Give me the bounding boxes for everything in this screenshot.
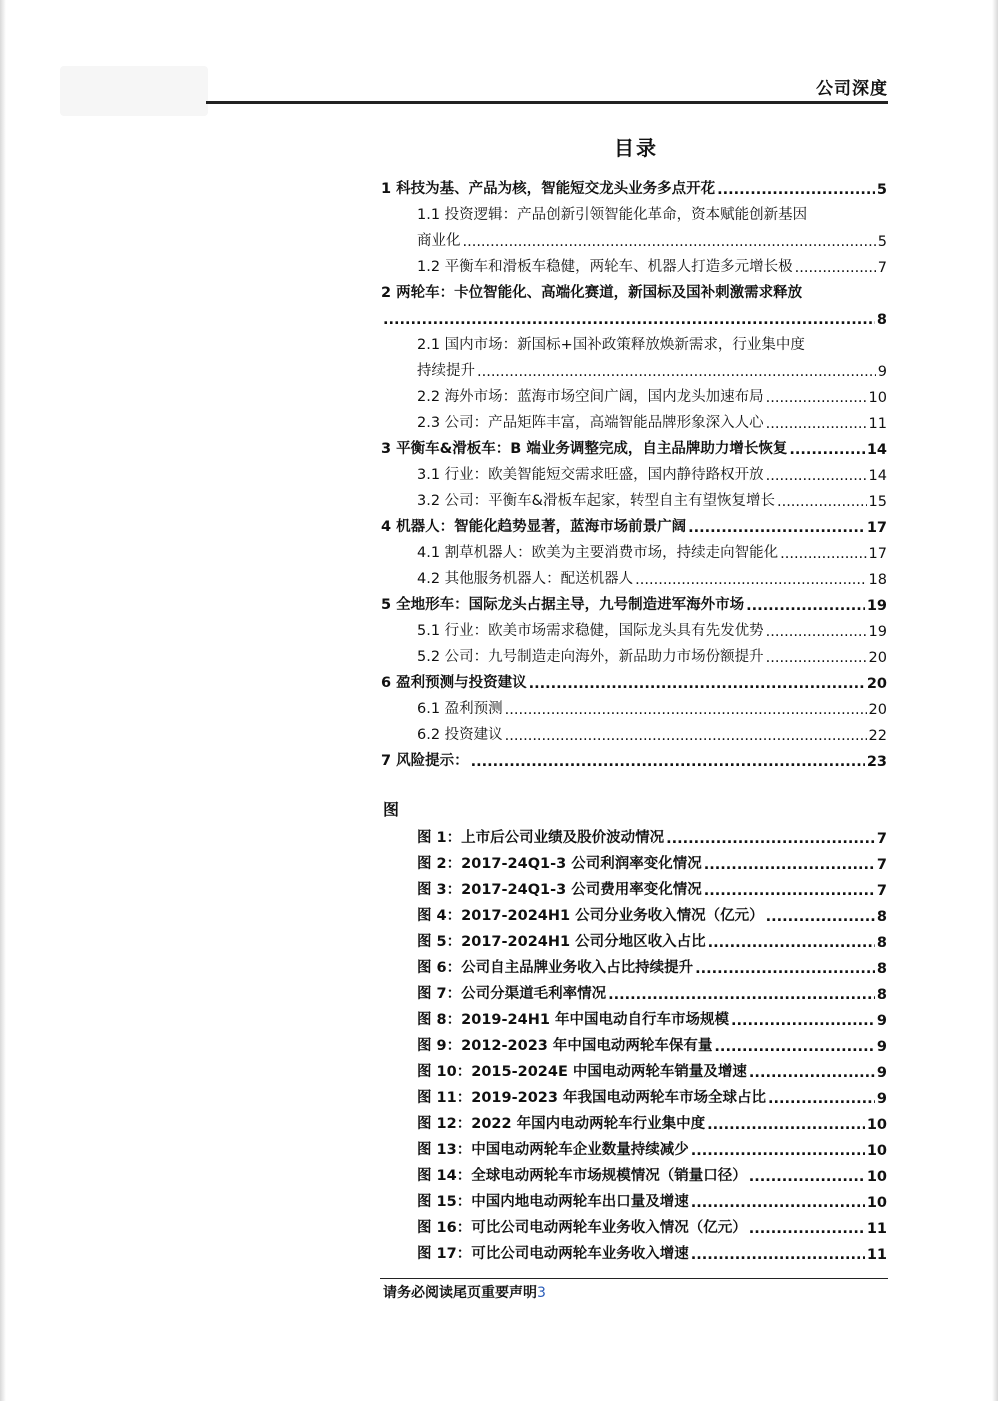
toc-leader bbox=[383, 312, 875, 328]
toc-entry-text: 1.1 投资逻辑：产品创新引领智能化革命，资本赋能创新基因 bbox=[417, 207, 808, 223]
toc-entry-page: 20 bbox=[866, 676, 887, 692]
toc-entry[interactable] bbox=[381, 406, 887, 432]
toc-leader bbox=[766, 650, 867, 666]
toc-entry-page: 20 bbox=[868, 702, 887, 718]
toc-entry-page: 22 bbox=[868, 728, 887, 744]
toc-entry[interactable] bbox=[381, 328, 887, 354]
toc-entry-text: 4.2 其他服务机器人：配送机器人 bbox=[417, 571, 634, 587]
figure-entry-text: 图 5：2017-2024H1 公司分地区收入占比 bbox=[417, 934, 706, 950]
toc-entry-text: 3 平衡车&滑板车：B 端业务调整完成，自主品牌助力增长恢复 bbox=[381, 441, 788, 457]
toc-entry[interactable] bbox=[381, 432, 887, 458]
figure-entry-text: 图 13：中国电动两轮车企业数量持续减少 bbox=[417, 1142, 689, 1158]
toc-leader bbox=[749, 1065, 875, 1081]
page-number: 3 bbox=[537, 1285, 546, 1301]
figure-entry-page: 9 bbox=[876, 1013, 887, 1029]
toc-leader bbox=[691, 1247, 865, 1263]
toc-leader bbox=[789, 442, 864, 458]
toc-entry[interactable] bbox=[381, 640, 887, 666]
figure-entry[interactable] bbox=[417, 951, 887, 977]
figure-entry-text: 图 3：2017-24Q1-3 公司费用率变化情况 bbox=[417, 882, 702, 898]
figure-entry-text: 图 4：2017-2024H1 公司分业务收入情况（亿元） bbox=[417, 908, 764, 924]
toc-title: 目录 bbox=[614, 136, 658, 160]
toc-entry[interactable] bbox=[381, 588, 887, 614]
toc-entry[interactable] bbox=[381, 250, 887, 276]
toc-entry-text: 1 科技为基、产品为核，智能短交龙头业务多点开花 bbox=[381, 181, 716, 197]
toc-entry[interactable] bbox=[381, 380, 887, 406]
figure-entry-page: 11 bbox=[866, 1247, 887, 1263]
toc-leader bbox=[766, 468, 867, 484]
toc-entry[interactable] bbox=[381, 536, 887, 562]
toc-list bbox=[381, 172, 887, 770]
toc-entry[interactable] bbox=[381, 744, 887, 770]
toc-entry[interactable] bbox=[381, 458, 887, 484]
toc-entry-page: 23 bbox=[866, 754, 887, 770]
toc-entry-text: 4 机器人：智能化趋势显著，蓝海市场前景广阔 bbox=[381, 519, 687, 535]
toc-leader bbox=[695, 961, 875, 977]
figure-entry-page: 9 bbox=[876, 1065, 887, 1081]
toc-entry-page: 20 bbox=[868, 650, 887, 666]
figure-entry[interactable] bbox=[417, 1211, 887, 1237]
figure-entry-page: 8 bbox=[876, 987, 887, 1003]
toc-entry-text: 7 风险提示： bbox=[381, 753, 469, 769]
toc-entry-text: 5 全地形车：国际龙头占据主导，九号制造进军海外市场 bbox=[381, 597, 745, 613]
figure-entry[interactable] bbox=[417, 847, 887, 873]
toc-entry-text: 6 盈利预测与投资建议 bbox=[381, 675, 527, 691]
toc-entry-continuation[interactable] bbox=[381, 354, 887, 380]
toc-leader bbox=[731, 1013, 875, 1029]
logo-watermark bbox=[60, 66, 208, 116]
figure-entry[interactable] bbox=[417, 1029, 887, 1055]
toc-entry-text: 持续提升 bbox=[417, 363, 475, 379]
figure-entry[interactable] bbox=[417, 977, 887, 1003]
toc-entry-page: 14 bbox=[866, 442, 887, 458]
toc-leader bbox=[766, 909, 875, 925]
figure-entry-text: 图 8：2019-24H1 年中国电动自行车市场规模 bbox=[417, 1012, 729, 1028]
toc-entry-page: 5 bbox=[876, 182, 887, 198]
page-edge-left bbox=[0, 0, 6, 1401]
toc-entry[interactable] bbox=[381, 666, 887, 692]
toc-entry-text: 5.1 行业：欧美市场需求稳健，国际龙头具有先发优势 bbox=[417, 623, 764, 639]
footer-disclaimer bbox=[383, 1282, 546, 1302]
toc-leader bbox=[717, 182, 875, 198]
toc-entry-page: 8 bbox=[876, 312, 887, 328]
figure-entry-text: 图 14：全球电动两轮车市场规模情况（销量口径） bbox=[417, 1168, 747, 1184]
toc-leader bbox=[505, 702, 867, 718]
toc-entry-text: 2.1 国内市场：新国标+国补政策释放焕新需求，行业集中度 bbox=[417, 337, 805, 353]
toc-entry-page: 18 bbox=[868, 572, 887, 588]
toc-entry[interactable] bbox=[381, 510, 887, 536]
toc-leader bbox=[766, 624, 867, 640]
figure-entry-text: 图 11：2019-2023 年我国电动两轮车市场全球占比 bbox=[417, 1090, 767, 1106]
toc-leader bbox=[749, 1169, 865, 1185]
figure-entry[interactable] bbox=[417, 1133, 887, 1159]
toc-leader bbox=[768, 1091, 875, 1107]
footer-rule bbox=[380, 1278, 888, 1279]
footer-text: 请务必阅读尾页重要声明 bbox=[383, 1285, 537, 1301]
figure-entry-page: 8 bbox=[876, 961, 887, 977]
header-rule bbox=[206, 101, 888, 104]
toc-entry-text: 1.2 平衡车和滑板车稳健，两轮车、机器人打造多元增长极 bbox=[417, 259, 793, 275]
toc-leader bbox=[766, 390, 867, 406]
toc-entry-page: 17 bbox=[866, 520, 887, 536]
figure-entry-text: 图 1：上市后公司业绩及股价波动情况 bbox=[417, 830, 665, 846]
figure-entry[interactable] bbox=[417, 1237, 887, 1263]
toc-leader bbox=[505, 728, 867, 744]
toc-leader bbox=[795, 260, 876, 276]
figure-entry-page: 10 bbox=[866, 1117, 887, 1133]
toc-entry-page: 7 bbox=[877, 260, 887, 276]
figure-entry[interactable] bbox=[417, 1081, 887, 1107]
toc-leader bbox=[691, 1143, 865, 1159]
toc-leader bbox=[635, 572, 866, 588]
figure-list-heading: 图 bbox=[383, 800, 400, 819]
toc-entry-page: 19 bbox=[868, 624, 887, 640]
toc-entry-page: 5 bbox=[877, 234, 887, 250]
figure-entry-text: 图 16：可比公司电动两轮车业务收入情况（亿元） bbox=[417, 1220, 747, 1236]
toc-entry-page: 17 bbox=[868, 546, 887, 562]
toc-leader bbox=[529, 676, 865, 692]
toc-entry-text: 2.3 公司：产品矩阵丰富，高端智能品牌形象深入人心 bbox=[417, 415, 764, 431]
figure-entry-page: 10 bbox=[866, 1169, 887, 1185]
toc-leader bbox=[463, 234, 876, 250]
figure-entry[interactable] bbox=[417, 1055, 887, 1081]
toc-leader bbox=[704, 883, 875, 899]
toc-entry-page: 11 bbox=[868, 416, 887, 432]
toc-entry[interactable] bbox=[381, 198, 887, 224]
page-edge-right bbox=[992, 0, 998, 1401]
figure-entry[interactable] bbox=[417, 1185, 887, 1211]
toc-entry-text: 6.1 盈利预测 bbox=[417, 701, 503, 717]
toc-entry[interactable] bbox=[381, 562, 887, 588]
figure-entry-text: 图 10：2015-2024E 中国电动两轮车销量及增速 bbox=[417, 1064, 747, 1080]
toc-entry-page: 10 bbox=[868, 390, 887, 406]
toc-entry[interactable] bbox=[381, 718, 887, 744]
toc-entry-text: 3.1 行业：欧美智能短交需求旺盛，国内静待路权开放 bbox=[417, 467, 764, 483]
figure-entry-page: 9 bbox=[876, 1091, 887, 1107]
toc-entry[interactable] bbox=[381, 484, 887, 510]
toc-leader bbox=[666, 831, 875, 847]
figure-entry-text: 图 7：公司分渠道毛利率情况 bbox=[417, 986, 607, 1002]
figure-entry-page: 7 bbox=[876, 831, 887, 847]
toc-leader bbox=[707, 1117, 865, 1133]
toc-entry-page: 19 bbox=[866, 598, 887, 614]
figure-entry-page: 7 bbox=[876, 857, 887, 873]
figure-entry-text: 图 6：公司自主品牌业务收入占比持续提升 bbox=[417, 960, 694, 976]
toc-leader bbox=[477, 364, 876, 380]
toc-entry-continuation[interactable] bbox=[381, 224, 887, 250]
toc-entry[interactable] bbox=[381, 172, 887, 198]
header-label: 公司深度 bbox=[816, 79, 888, 99]
figure-entry-page: 11 bbox=[866, 1221, 887, 1237]
figure-entry-page: 8 bbox=[876, 909, 887, 925]
figure-entry-text: 图 12：2022 年国内电动两轮车行业集中度 bbox=[417, 1116, 706, 1132]
figure-list bbox=[417, 821, 887, 1263]
toc-entry-text: 3.2 公司：平衡车&滑板车起家，转型自主有望恢复增长 bbox=[417, 493, 775, 509]
toc-entry-text: 2 两轮车：卡位智能化、高端化赛道，新国标及国补刺激需求释放 bbox=[381, 285, 803, 301]
figure-entry-page: 7 bbox=[876, 883, 887, 899]
toc-entry-text: 5.2 公司：九号制造走向海外，新品助力市场份额提升 bbox=[417, 649, 764, 665]
toc-entry-text: 2.2 海外市场：蓝海市场空间广阔，国内龙头加速布局 bbox=[417, 389, 764, 405]
toc-leader bbox=[471, 754, 865, 770]
toc-leader bbox=[766, 416, 867, 432]
toc-entry-text: 商业化 bbox=[417, 233, 461, 249]
figure-entry[interactable] bbox=[417, 1107, 887, 1133]
toc-leader bbox=[714, 1039, 874, 1055]
toc-leader bbox=[749, 1221, 865, 1237]
figure-entry-page: 10 bbox=[866, 1195, 887, 1211]
toc-leader bbox=[746, 598, 865, 614]
figure-entry[interactable] bbox=[417, 1159, 887, 1185]
toc-leader bbox=[688, 520, 865, 536]
figure-entry-page: 8 bbox=[876, 935, 887, 951]
figure-entry-text: 图 17：可比公司电动两轮车业务收入增速 bbox=[417, 1246, 689, 1262]
toc-entry[interactable] bbox=[381, 614, 887, 640]
toc-entry-page: 15 bbox=[868, 494, 887, 510]
toc-leader bbox=[608, 987, 875, 1003]
figure-entry-text: 图 9：2012-2023 年中国电动两轮车保有量 bbox=[417, 1038, 713, 1054]
toc-entry-page: 9 bbox=[877, 364, 887, 380]
toc-leader bbox=[708, 935, 875, 951]
figure-entry-page: 9 bbox=[876, 1039, 887, 1055]
toc-entry-text: 4.1 割草机器人：欧美为主要消费市场，持续走向智能化 bbox=[417, 545, 779, 561]
toc-leader bbox=[777, 494, 867, 510]
toc-entry[interactable] bbox=[381, 276, 887, 302]
toc-leader bbox=[691, 1195, 865, 1211]
toc-entry-page: 14 bbox=[868, 468, 887, 484]
figure-entry[interactable] bbox=[417, 1003, 887, 1029]
figure-entry[interactable] bbox=[417, 925, 887, 951]
figure-entry[interactable] bbox=[417, 821, 887, 847]
figure-entry[interactable] bbox=[417, 899, 887, 925]
toc-leader bbox=[780, 546, 866, 562]
figure-entry-text: 图 2：2017-24Q1-3 公司利润率变化情况 bbox=[417, 856, 702, 872]
figure-entry-page: 10 bbox=[866, 1143, 887, 1159]
toc-entry[interactable] bbox=[381, 692, 887, 718]
figure-entry-text: 图 15：中国内地电动两轮车出口量及增速 bbox=[417, 1194, 689, 1210]
toc-entry-text: 6.2 投资建议 bbox=[417, 727, 503, 743]
toc-leader bbox=[704, 857, 875, 873]
figure-entry[interactable] bbox=[417, 873, 887, 899]
toc-entry-continuation[interactable] bbox=[381, 302, 887, 328]
